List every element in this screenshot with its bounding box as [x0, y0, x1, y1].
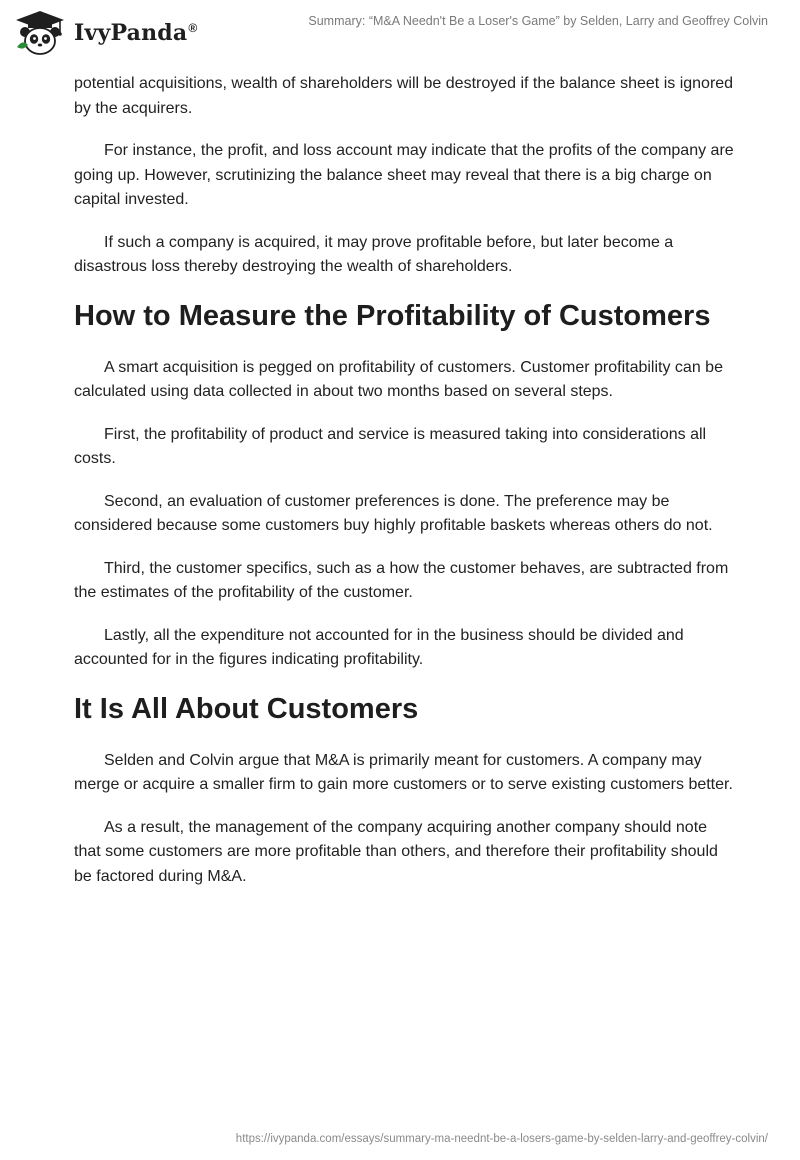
logo-wordmark: IvyPanda®	[74, 20, 198, 46]
paragraph: Third, the customer specifics, such as a how the customer behaves, are subtracted from the estimates of the profitability of the customer.	[74, 559, 729, 601]
paragraph: As a result, the management of the company acquiring another company should note that some customers are more profitable than others, and therefore their profitability should be factored during M&A.	[74, 818, 718, 885]
paragraph: For instance, the profit, and loss account may indicate that the profits of the company are going up. However, scrutinizing the balance sheet may reveal that there is a big charge on capital invested.	[74, 142, 734, 208]
paragraph: Second, an evaluation of customer preferences is done. The preference may be considered because some customers buy highly profitable baskets whereas others do not.	[74, 492, 713, 534]
section-heading: How to Measure the Profitability of Customers	[74, 299, 711, 332]
page-header	[0, 0, 800, 70]
paragraph: Selden and Colvin argue that M&A is primarily meant for customers. A company may merge or acquire a smaller firm to gain more customers or to serve existing customers better.	[74, 751, 733, 793]
panda-graduate-icon	[14, 9, 66, 57]
registered-mark: ®	[188, 20, 198, 35]
paragraph: A smart acquisition is pegged on profitability of customers. Customer profitability can be calculated using data collected in about two months based on several steps.	[74, 358, 723, 400]
document-title: Summary: “M&A Needn't Be a Loser's Game” by Selden, Larry and Geoffrey Colvin	[308, 14, 768, 28]
paragraph: potential acquisitions, wealth of shareholders will be destroyed if the balance sheet is ignored by the acquirers.	[74, 75, 734, 117]
section-heading: It Is All About Customers	[74, 692, 419, 725]
ivypanda-logo[interactable]	[14, 8, 197, 58]
source-url-link[interactable]: https://ivypanda.com/essays/summary-ma-neednt-be-a-losers-game-by-selden-larry-and-geoffrey-colvin/	[235, 1133, 768, 1145]
paragraph: Lastly, all the expenditure not accounted for in the business should be divided and accounted for in the figures indicating profitability.	[74, 626, 684, 668]
essay-body	[74, 72, 734, 907]
paragraph: If such a company is acquired, it may prove profitable before, but later become a disastrous loss thereby destroying the wealth of shareholders.	[74, 233, 674, 275]
paragraph: First, the profitability of product and service is measured taking into considerations all costs.	[74, 425, 707, 467]
